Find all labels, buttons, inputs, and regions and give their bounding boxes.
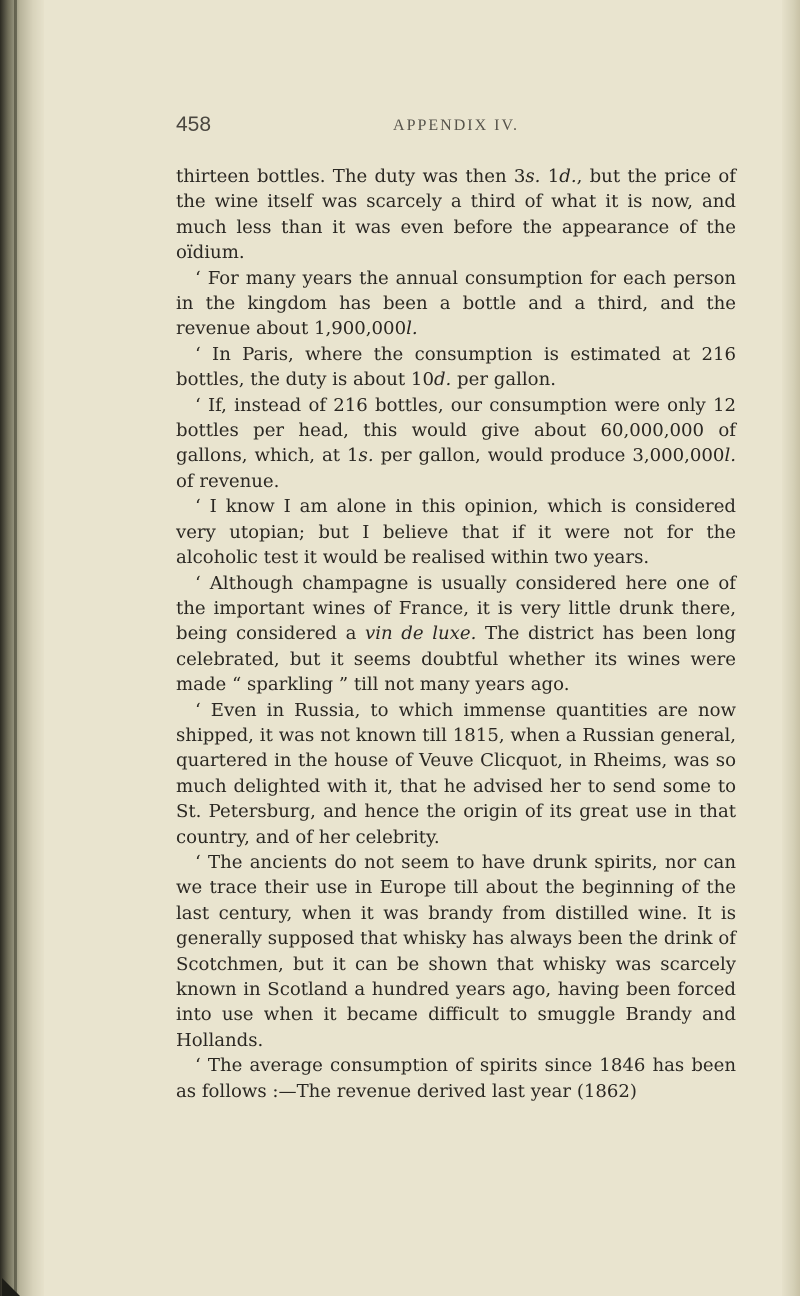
paragraph: ‘ The ancients do not seem to have drunk spirits, nor can we trace their use in Europe till about the beginning of the last century, when it was brandy from distilled wine. It is generally supposed that whisky has always been the drink of Scotchmen, but it can be shown that whisky was scarcely known in Scotland a hundred years ago, having been forced into use when it became difficult to smuggle Brandy and Hollands.: [176, 851, 736, 1051]
paragraph: ‘ Although champagne is usually considered here one of the important wines of France, it is very little drunk there, being considered a vin de luxe. The district has been long celebrated, but it seems doubtful whether its wines were made “ sparkling ” till not many years ago.: [176, 572, 736, 696]
paragraph: thirteen bottles. The duty was then 3s. 1d., but the price of the wine itself was scarcely a third of what it is now, and much less than it was even before the appearance of the oïdium.: [176, 166, 736, 264]
page-edge: [782, 0, 800, 1296]
corner-mark: [2, 1278, 20, 1296]
page-number: 458: [176, 113, 212, 136]
paragraph: ‘ Even in Russia, to which immense quantities are now shipped, it was not known till 1815, when a Russian general, quartered in the house of Veuve Clicquot, in Rheims, was so much delighted with it, that he advised her to send some to St. Petersburg, and hence the origin of its great use in that country, and of her celebrity.: [176, 699, 736, 848]
paragraph: ‘ If, instead of 216 bottles, our consumption were only 12 bottles per head, this would give about 60,000,000 of gallons, which, at 1s. per gallon, would produce 3,000,000l. of revenue.: [176, 394, 736, 492]
binding-edge: [14, 0, 17, 1296]
paragraph: ‘ In Paris, where the consumption is estimated at 216 bottles, the duty is about 10d. per gallon.: [176, 343, 736, 391]
running-head: APPENDIX IV.: [393, 117, 519, 134]
body-text: [176, 164, 736, 1104]
paragraph: ‘ For many years the annual consumption for each person in the kingdom has been a bottle and a third, and the revenue about 1,900,000l.: [176, 267, 736, 340]
paragraph: ‘ I know I am alone in this opinion, which is considered very utopian; but I believe that if it were not for the alcoholic test it would be realised within two years.: [176, 496, 736, 569]
paragraph: ‘ The average consumption of spirits since 1846 has been as follows :—The revenue derived last year (1862): [176, 1055, 736, 1102]
book-spine-shadow: [0, 0, 44, 1296]
page-header: [176, 113, 736, 147]
